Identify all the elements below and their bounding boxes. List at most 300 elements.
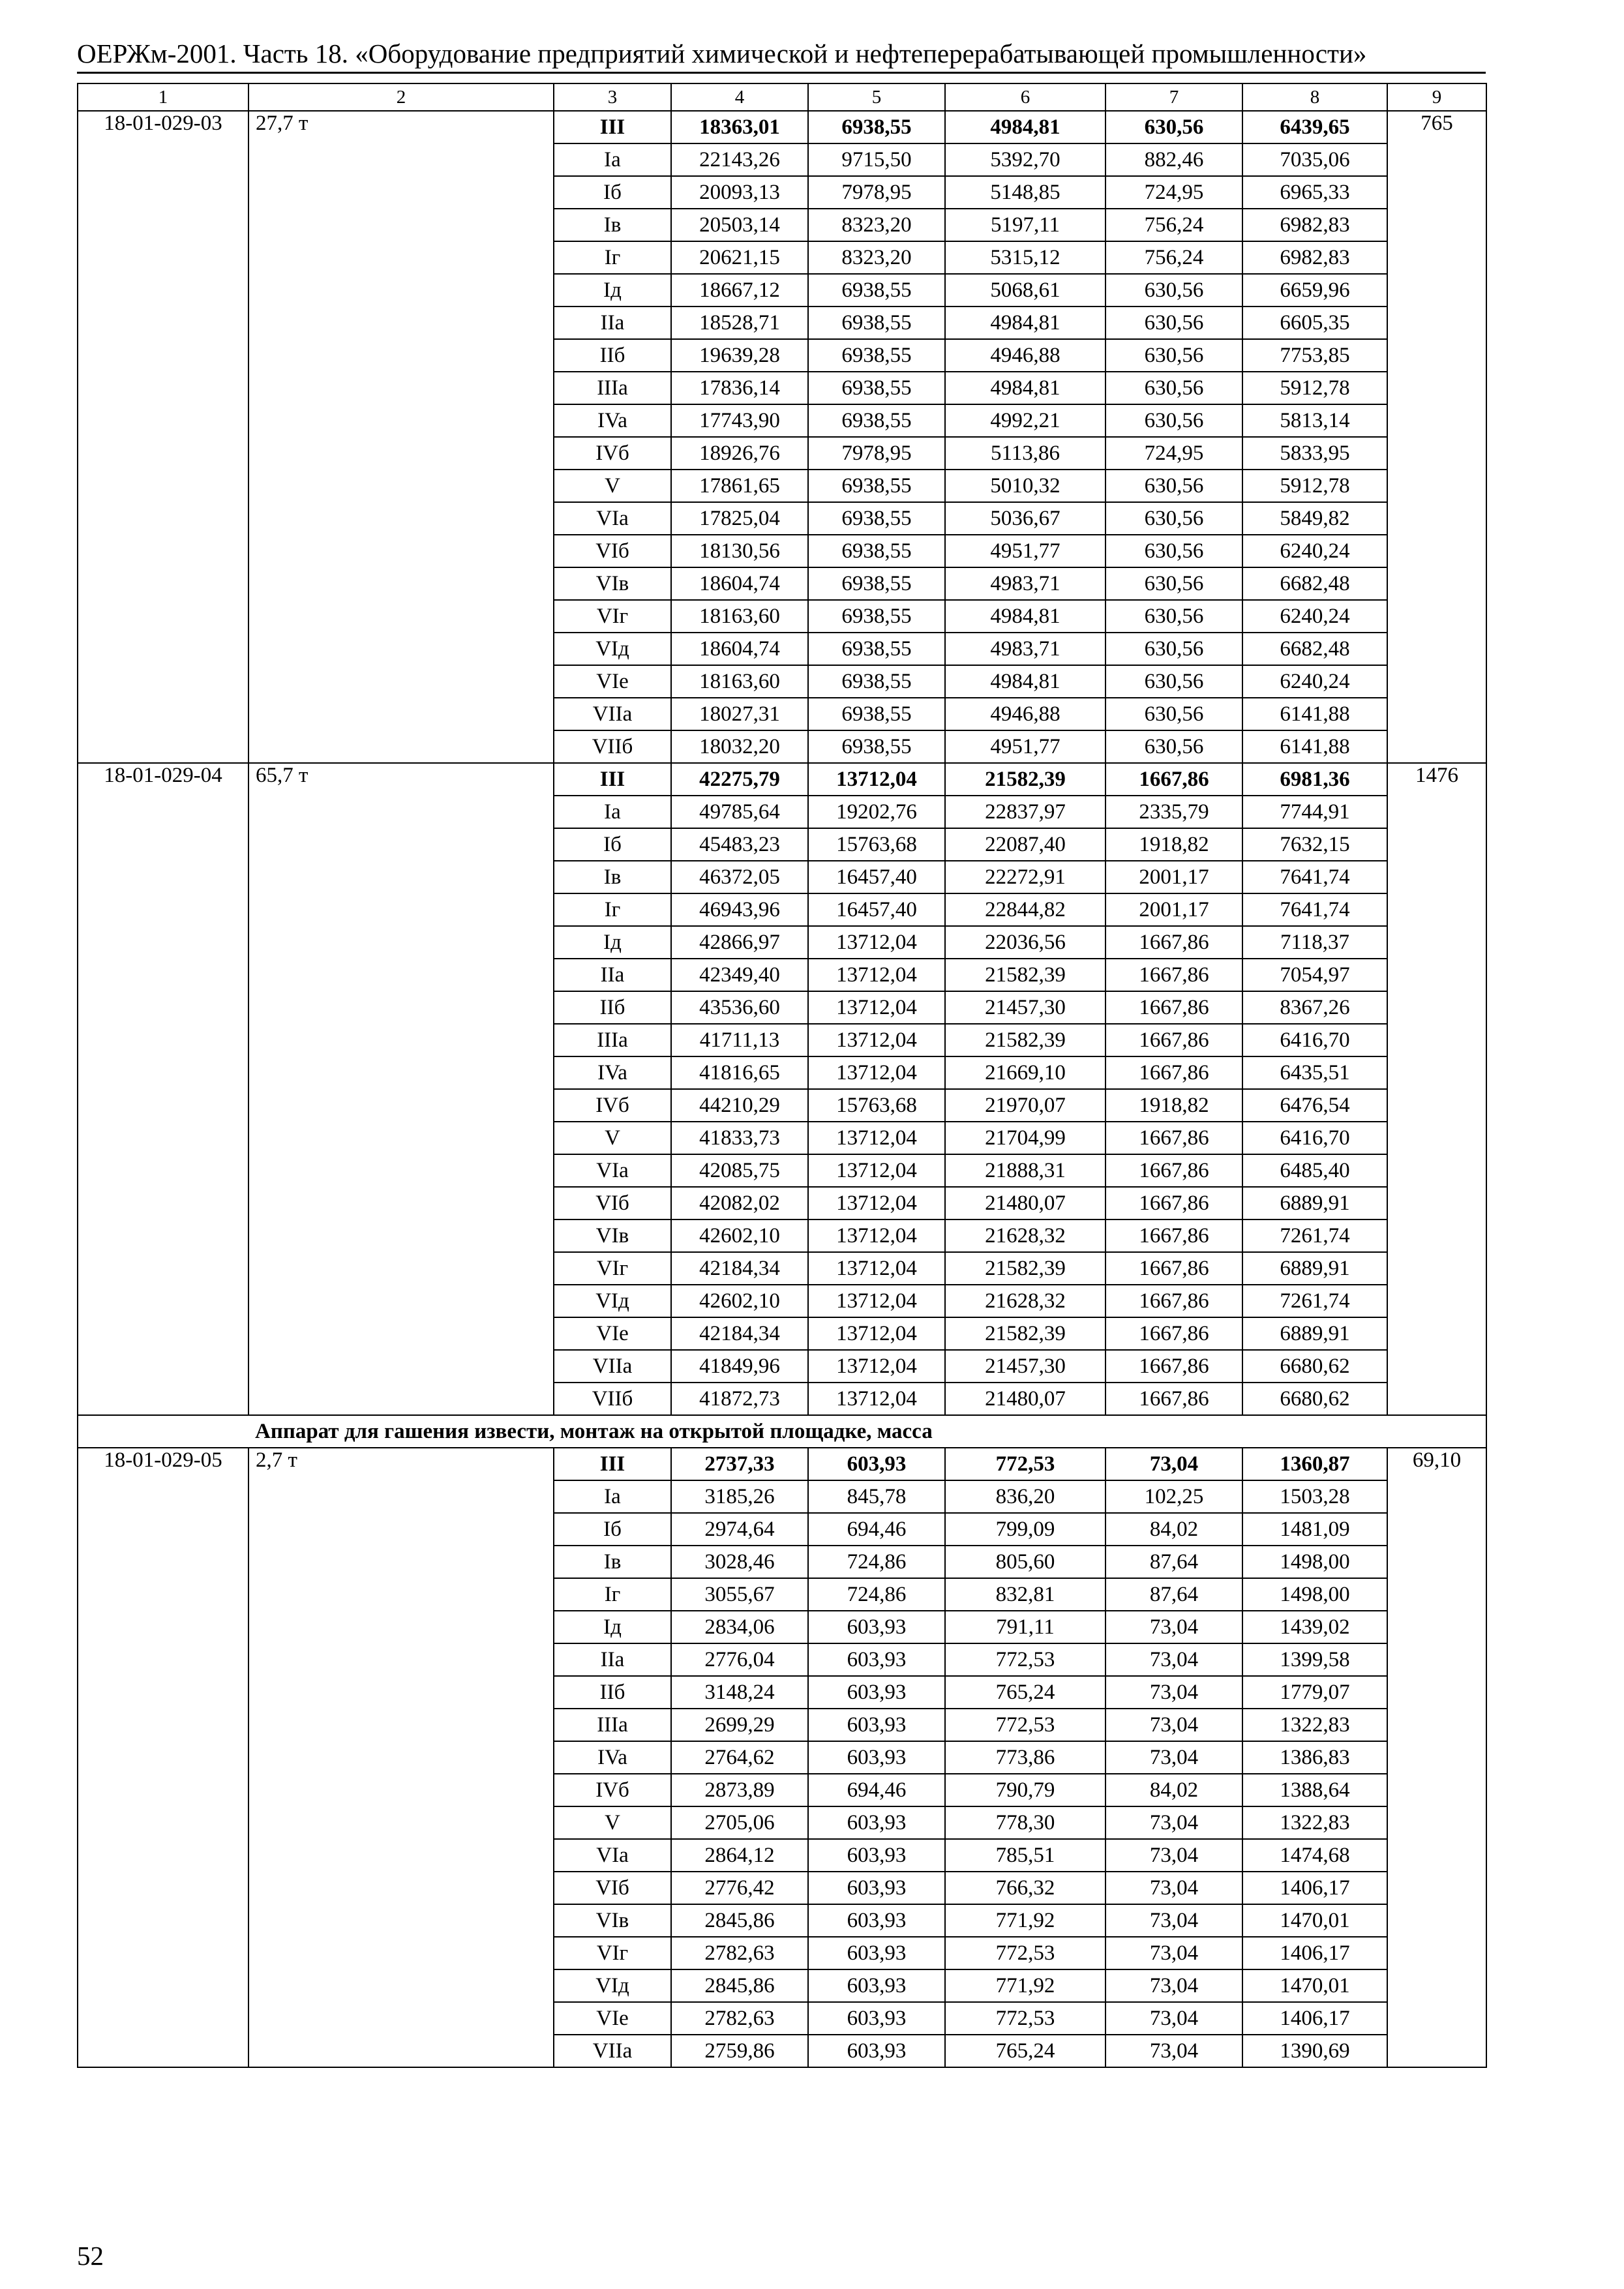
zone-cell: Iг [554, 241, 671, 274]
zone-cell: VIe [554, 2002, 671, 2035]
value-cell: 87,64 [1105, 1578, 1242, 1611]
value-cell: 13712,04 [808, 1317, 945, 1350]
value-cell: 2335,79 [1105, 796, 1242, 828]
value-cell: 603,93 [808, 1741, 945, 1774]
value-cell: 603,93 [808, 1806, 945, 1839]
value-cell: 42349,40 [671, 959, 808, 991]
value-cell: 73,04 [1105, 1709, 1242, 1741]
value-cell: 6938,55 [808, 665, 945, 698]
value-cell: 22143,26 [671, 143, 808, 176]
value-cell: 845,78 [808, 1480, 945, 1513]
value-cell: 603,93 [808, 1937, 945, 1969]
column-number: 6 [945, 83, 1105, 111]
value-cell: 6141,88 [1242, 698, 1387, 730]
value-cell: 6682,48 [1242, 633, 1387, 665]
value-cell: 15763,68 [808, 1089, 945, 1122]
value-cell: 46943,96 [671, 893, 808, 926]
column-number: 1 [78, 83, 248, 111]
value-cell: 102,25 [1105, 1480, 1242, 1513]
value-cell: 4946,88 [945, 698, 1105, 730]
value-cell: 21888,31 [945, 1154, 1105, 1187]
value-cell: 603,93 [808, 1643, 945, 1676]
section-spacer [78, 1415, 248, 1448]
zone-cell: Iб [554, 828, 671, 861]
column-number-row [78, 83, 1486, 111]
zone-cell: VIe [554, 665, 671, 698]
column-9-value: 69,10 [1387, 1448, 1486, 2067]
zone-cell: IVa [554, 404, 671, 437]
value-cell: 630,56 [1105, 372, 1242, 404]
zone-cell: Ia [554, 796, 671, 828]
zone-cell: Ia [554, 143, 671, 176]
value-cell: 7978,95 [808, 437, 945, 470]
value-cell: 84,02 [1105, 1513, 1242, 1546]
value-cell: 756,24 [1105, 209, 1242, 241]
value-cell: 772,53 [945, 2002, 1105, 2035]
value-cell: 785,51 [945, 1839, 1105, 1872]
value-cell: 1667,86 [1105, 1056, 1242, 1089]
value-cell: 18604,74 [671, 633, 808, 665]
value-cell: 2776,04 [671, 1643, 808, 1676]
value-cell: 630,56 [1105, 633, 1242, 665]
value-cell: 7753,85 [1242, 339, 1387, 372]
value-cell: 17743,90 [671, 404, 808, 437]
value-cell: 21628,32 [945, 1219, 1105, 1252]
zone-cell: IIa [554, 959, 671, 991]
value-cell: 13712,04 [808, 1350, 945, 1383]
value-cell: 2864,12 [671, 1839, 808, 1872]
value-cell: 73,04 [1105, 1937, 1242, 1969]
value-cell: 13712,04 [808, 1122, 945, 1154]
value-cell: 20093,13 [671, 176, 808, 209]
value-cell: 22272,91 [945, 861, 1105, 893]
value-cell: 2764,62 [671, 1741, 808, 1774]
value-cell: 22837,97 [945, 796, 1105, 828]
value-cell: 22087,40 [945, 828, 1105, 861]
value-cell: 5813,14 [1242, 404, 1387, 437]
column-number: 4 [671, 83, 808, 111]
value-cell: 630,56 [1105, 339, 1242, 372]
value-cell: 1406,17 [1242, 1872, 1387, 1904]
equipment-mass: 65,7 т [248, 763, 554, 1415]
value-cell: 21628,32 [945, 1285, 1105, 1317]
value-cell: 1360,87 [1242, 1448, 1387, 1480]
value-cell: 694,46 [808, 1513, 945, 1546]
value-cell: 7641,74 [1242, 893, 1387, 926]
value-cell: 724,86 [808, 1578, 945, 1611]
value-cell: 603,93 [808, 1448, 945, 1480]
zone-cell: V [554, 470, 671, 502]
value-cell: 18667,12 [671, 274, 808, 307]
value-cell: 21704,99 [945, 1122, 1105, 1154]
price-table [77, 83, 1487, 2068]
table-row [78, 763, 1486, 796]
value-cell: 6605,35 [1242, 307, 1387, 339]
value-cell: 6938,55 [808, 633, 945, 665]
value-cell: 18926,76 [671, 437, 808, 470]
value-cell: 6938,55 [808, 502, 945, 535]
value-cell: 2845,86 [671, 1969, 808, 2002]
value-cell: 13712,04 [808, 1024, 945, 1056]
table-row [78, 1448, 1486, 1480]
value-cell: 42184,34 [671, 1317, 808, 1350]
value-cell: 20621,15 [671, 241, 808, 274]
value-cell: 1390,69 [1242, 2035, 1387, 2067]
value-cell: 17825,04 [671, 502, 808, 535]
value-cell: 73,04 [1105, 1904, 1242, 1937]
zone-cell: VIIб [554, 730, 671, 763]
value-cell: 5912,78 [1242, 470, 1387, 502]
header-rule [77, 72, 1486, 74]
zone-cell: IVa [554, 1741, 671, 1774]
value-cell: 6938,55 [808, 307, 945, 339]
value-cell: 1503,28 [1242, 1480, 1387, 1513]
value-cell: 41816,65 [671, 1056, 808, 1089]
column-number: 2 [248, 83, 554, 111]
zone-cell: V [554, 1806, 671, 1839]
value-cell: 1406,17 [1242, 2002, 1387, 2035]
value-cell: 21970,07 [945, 1089, 1105, 1122]
zone-cell: Iд [554, 926, 671, 959]
value-cell: 766,32 [945, 1872, 1105, 1904]
value-cell: 1322,83 [1242, 1709, 1387, 1741]
value-cell: 84,02 [1105, 1774, 1242, 1806]
value-cell: 4984,81 [945, 307, 1105, 339]
value-cell: 87,64 [1105, 1546, 1242, 1578]
value-cell: 18604,74 [671, 567, 808, 600]
value-cell: 6938,55 [808, 111, 945, 143]
value-cell: 4992,21 [945, 404, 1105, 437]
value-cell: 13712,04 [808, 1154, 945, 1187]
value-cell: 603,93 [808, 1839, 945, 1872]
section-title-row [78, 1415, 1486, 1448]
value-cell: 18163,60 [671, 665, 808, 698]
value-cell: 6981,36 [1242, 763, 1387, 796]
zone-cell: VIв [554, 1219, 671, 1252]
value-cell: 49785,64 [671, 796, 808, 828]
value-cell: 5392,70 [945, 143, 1105, 176]
value-cell: 73,04 [1105, 1741, 1242, 1774]
value-cell: 6680,62 [1242, 1350, 1387, 1383]
value-cell: 6435,51 [1242, 1056, 1387, 1089]
rate-code: 18-01-029-03 [78, 111, 248, 763]
value-cell: 13712,04 [808, 926, 945, 959]
value-cell: 7035,06 [1242, 143, 1387, 176]
zone-cell: VIд [554, 1285, 671, 1317]
value-cell: 765,24 [945, 1676, 1105, 1709]
value-cell: 7641,74 [1242, 861, 1387, 893]
value-cell: 6680,62 [1242, 1383, 1387, 1415]
value-cell: 2737,33 [671, 1448, 808, 1480]
value-cell: 6416,70 [1242, 1024, 1387, 1056]
value-cell: 2974,64 [671, 1513, 808, 1546]
value-cell: 603,93 [808, 1611, 945, 1643]
zone-cell: VIa [554, 502, 671, 535]
value-cell: 630,56 [1105, 502, 1242, 535]
value-cell: 3028,46 [671, 1546, 808, 1578]
value-cell: 42602,10 [671, 1219, 808, 1252]
value-cell: 18528,71 [671, 307, 808, 339]
value-cell: 6240,24 [1242, 600, 1387, 633]
value-cell: 6938,55 [808, 372, 945, 404]
zone-cell: Iг [554, 1578, 671, 1611]
value-cell: 6982,83 [1242, 241, 1387, 274]
value-cell: 6938,55 [808, 339, 945, 372]
value-cell: 41872,73 [671, 1383, 808, 1415]
value-cell: 1667,86 [1105, 1285, 1242, 1317]
value-cell: 2834,06 [671, 1611, 808, 1643]
value-cell: 7261,74 [1242, 1285, 1387, 1317]
value-cell: 4984,81 [945, 600, 1105, 633]
rate-code: 18-01-029-04 [78, 763, 248, 1415]
value-cell: 1474,68 [1242, 1839, 1387, 1872]
zone-cell: IIIa [554, 1024, 671, 1056]
value-cell: 1667,86 [1105, 1187, 1242, 1219]
value-cell: 630,56 [1105, 730, 1242, 763]
value-cell: 43536,60 [671, 991, 808, 1024]
value-cell: 756,24 [1105, 241, 1242, 274]
value-cell: 6889,91 [1242, 1317, 1387, 1350]
value-cell: 73,04 [1105, 1448, 1242, 1480]
value-cell: 8323,20 [808, 241, 945, 274]
value-cell: 73,04 [1105, 1839, 1242, 1872]
value-cell: 630,56 [1105, 535, 1242, 567]
value-cell: 73,04 [1105, 1969, 1242, 2002]
value-cell: 603,93 [808, 1872, 945, 1904]
value-cell: 41711,13 [671, 1024, 808, 1056]
value-cell: 772,53 [945, 1937, 1105, 1969]
zone-cell: VIв [554, 567, 671, 600]
zone-cell: VIa [554, 1154, 671, 1187]
value-cell: 21669,10 [945, 1056, 1105, 1089]
value-cell: 630,56 [1105, 470, 1242, 502]
value-cell: 42184,34 [671, 1252, 808, 1285]
zone-cell: IIб [554, 991, 671, 1024]
equipment-mass: 27,7 т [248, 111, 554, 763]
value-cell: 5849,82 [1242, 502, 1387, 535]
zone-cell: VIIa [554, 1350, 671, 1383]
value-cell: 1498,00 [1242, 1546, 1387, 1578]
value-cell: 6938,55 [808, 567, 945, 600]
value-cell: 771,92 [945, 1904, 1105, 1937]
value-cell: 20503,14 [671, 209, 808, 241]
value-cell: 832,81 [945, 1578, 1105, 1611]
zone-cell: IIб [554, 339, 671, 372]
value-cell: 8323,20 [808, 209, 945, 241]
zone-cell: VIв [554, 1904, 671, 1937]
value-cell: 1399,58 [1242, 1643, 1387, 1676]
zone-cell: VIд [554, 1969, 671, 2002]
value-cell: 4984,81 [945, 665, 1105, 698]
value-cell: 790,79 [945, 1774, 1105, 1806]
value-cell: 603,93 [808, 1676, 945, 1709]
zone-cell: VIa [554, 1839, 671, 1872]
value-cell: 1470,01 [1242, 1969, 1387, 2002]
value-cell: 45483,23 [671, 828, 808, 861]
value-cell: 772,53 [945, 1448, 1105, 1480]
zone-cell: VIг [554, 1937, 671, 1969]
value-cell: 22844,82 [945, 893, 1105, 926]
value-cell: 42082,02 [671, 1187, 808, 1219]
column-number: 3 [554, 83, 671, 111]
zone-cell: III [554, 111, 671, 143]
value-cell: 6938,55 [808, 600, 945, 633]
value-cell: 882,46 [1105, 143, 1242, 176]
zone-cell: VIб [554, 1187, 671, 1219]
zone-cell: Iб [554, 176, 671, 209]
value-cell: 6141,88 [1242, 730, 1387, 763]
value-cell: 805,60 [945, 1546, 1105, 1578]
value-cell: 1667,86 [1105, 1317, 1242, 1350]
value-cell: 73,04 [1105, 1872, 1242, 1904]
value-cell: 13712,04 [808, 991, 945, 1024]
value-cell: 73,04 [1105, 2035, 1242, 2067]
value-cell: 18032,20 [671, 730, 808, 763]
value-cell: 21457,30 [945, 1350, 1105, 1383]
value-cell: 2776,42 [671, 1872, 808, 1904]
zone-cell: VIг [554, 600, 671, 633]
value-cell: 1406,17 [1242, 1937, 1387, 1969]
value-cell: 4983,71 [945, 633, 1105, 665]
value-cell: 6965,33 [1242, 176, 1387, 209]
value-cell: 8367,26 [1242, 991, 1387, 1024]
value-cell: 772,53 [945, 1643, 1105, 1676]
value-cell: 603,93 [808, 1904, 945, 1937]
zone-cell: IIIa [554, 1709, 671, 1741]
value-cell: 6416,70 [1242, 1122, 1387, 1154]
value-cell: 765,24 [945, 2035, 1105, 2067]
table-row [78, 111, 1486, 143]
equipment-mass: 2,7 т [248, 1448, 554, 2067]
value-cell: 7118,37 [1242, 926, 1387, 959]
zone-cell: VIг [554, 1252, 671, 1285]
page-number: 52 [77, 2241, 104, 2271]
value-cell: 7261,74 [1242, 1219, 1387, 1252]
zone-cell: III [554, 1448, 671, 1480]
zone-cell: III [554, 763, 671, 796]
value-cell: 724,95 [1105, 176, 1242, 209]
value-cell: 2782,63 [671, 1937, 808, 1969]
value-cell: 4984,81 [945, 111, 1105, 143]
value-cell: 21480,07 [945, 1383, 1105, 1415]
value-cell: 17861,65 [671, 470, 808, 502]
value-cell: 1667,86 [1105, 1350, 1242, 1383]
value-cell: 5068,61 [945, 274, 1105, 307]
zone-cell: IIa [554, 307, 671, 339]
value-cell: 6889,91 [1242, 1187, 1387, 1219]
value-cell: 13712,04 [808, 1056, 945, 1089]
value-cell: 3148,24 [671, 1676, 808, 1709]
value-cell: 1667,86 [1105, 1252, 1242, 1285]
value-cell: 6938,55 [808, 404, 945, 437]
value-cell: 7978,95 [808, 176, 945, 209]
value-cell: 13712,04 [808, 1219, 945, 1252]
value-cell: 19202,76 [808, 796, 945, 828]
value-cell: 694,46 [808, 1774, 945, 1806]
zone-cell: Iв [554, 209, 671, 241]
value-cell: 4951,77 [945, 730, 1105, 763]
zone-cell: Iг [554, 893, 671, 926]
zone-cell: VIe [554, 1317, 671, 1350]
value-cell: 724,95 [1105, 437, 1242, 470]
value-cell: 1667,86 [1105, 1024, 1242, 1056]
value-cell: 18130,56 [671, 535, 808, 567]
value-cell: 15763,68 [808, 828, 945, 861]
value-cell: 22036,56 [945, 926, 1105, 959]
value-cell: 73,04 [1105, 1643, 1242, 1676]
value-cell: 630,56 [1105, 307, 1242, 339]
value-cell: 13712,04 [808, 1252, 945, 1285]
value-cell: 603,93 [808, 2002, 945, 2035]
value-cell: 799,09 [945, 1513, 1105, 1546]
value-cell: 1667,86 [1105, 926, 1242, 959]
value-cell: 2759,86 [671, 2035, 808, 2067]
zone-cell: Ia [554, 1480, 671, 1513]
value-cell: 6889,91 [1242, 1252, 1387, 1285]
zone-cell: IVб [554, 437, 671, 470]
value-cell: 13712,04 [808, 763, 945, 796]
value-cell: 1386,83 [1242, 1741, 1387, 1774]
value-cell: 2873,89 [671, 1774, 808, 1806]
value-cell: 2782,63 [671, 2002, 808, 2035]
value-cell: 6240,24 [1242, 665, 1387, 698]
zone-cell: Iв [554, 1546, 671, 1578]
value-cell: 73,04 [1105, 1676, 1242, 1709]
value-cell: 18363,01 [671, 111, 808, 143]
value-cell: 6938,55 [808, 698, 945, 730]
column-number: 8 [1242, 83, 1387, 111]
value-cell: 6682,48 [1242, 567, 1387, 600]
value-cell: 3185,26 [671, 1480, 808, 1513]
value-cell: 5148,85 [945, 176, 1105, 209]
value-cell: 630,56 [1105, 274, 1242, 307]
value-cell: 2001,17 [1105, 893, 1242, 926]
value-cell: 7054,97 [1242, 959, 1387, 991]
value-cell: 791,11 [945, 1611, 1105, 1643]
value-cell: 5036,67 [945, 502, 1105, 535]
value-cell: 4951,77 [945, 535, 1105, 567]
zone-cell: IIa [554, 1643, 671, 1676]
value-cell: 1918,82 [1105, 1089, 1242, 1122]
value-cell: 630,56 [1105, 600, 1242, 633]
value-cell: 21582,39 [945, 1024, 1105, 1056]
value-cell: 6485,40 [1242, 1154, 1387, 1187]
value-cell: 6439,65 [1242, 111, 1387, 143]
value-cell: 4946,88 [945, 339, 1105, 372]
section-title: Аппарат для гашения извести, монтаж на открытой площадке, масса [248, 1415, 1486, 1448]
value-cell: 6240,24 [1242, 535, 1387, 567]
value-cell: 1439,02 [1242, 1611, 1387, 1643]
value-cell: 1470,01 [1242, 1904, 1387, 1937]
value-cell: 2699,29 [671, 1709, 808, 1741]
value-cell: 13712,04 [808, 959, 945, 991]
column-number: 7 [1105, 83, 1242, 111]
value-cell: 6938,55 [808, 470, 945, 502]
value-cell: 5833,95 [1242, 437, 1387, 470]
column-9-value: 765 [1387, 111, 1486, 763]
zone-cell: Iд [554, 274, 671, 307]
value-cell: 836,20 [945, 1480, 1105, 1513]
value-cell: 5113,86 [945, 437, 1105, 470]
value-cell: 21582,39 [945, 1317, 1105, 1350]
zone-cell: IIIa [554, 372, 671, 404]
value-cell: 73,04 [1105, 1611, 1242, 1643]
value-cell: 771,92 [945, 1969, 1105, 2002]
zone-cell: Iв [554, 861, 671, 893]
zone-cell: IVб [554, 1089, 671, 1122]
value-cell: 1779,07 [1242, 1676, 1387, 1709]
zone-cell: VIIa [554, 698, 671, 730]
